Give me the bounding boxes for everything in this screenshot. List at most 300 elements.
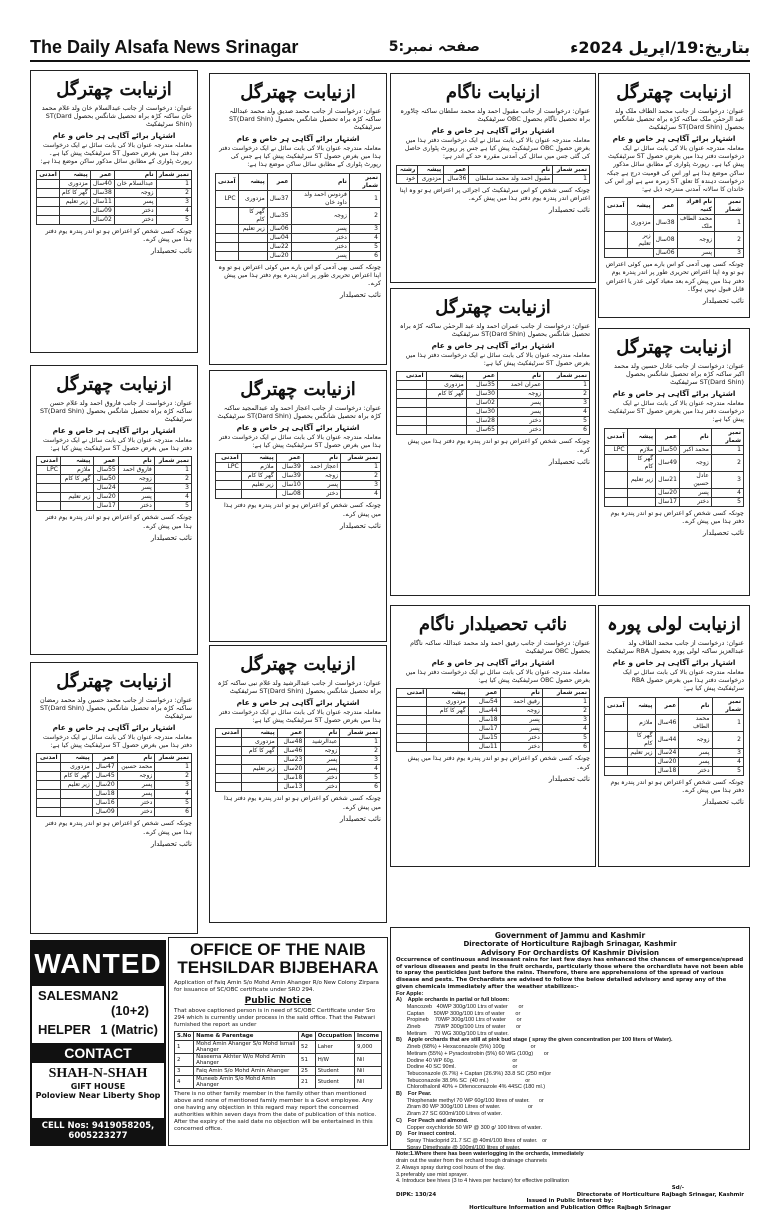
notice-footer: چونکہ کسی شخص کو اعتراض ہو تو اندر پندرہ یوم دفتر ہذا میں پیش کرے۔ [407, 438, 590, 454]
table-header: نام [117, 754, 155, 763]
table-cell: 65سال [466, 426, 497, 435]
advisory-line: Ziram 27 SC 600ml/100 Litres of water. [396, 1111, 503, 1118]
table-cell: زیر تعلیم [60, 781, 92, 790]
table-cell: دختر [497, 426, 543, 435]
table-header: پیشہ [60, 754, 92, 763]
table-cell: دختر [117, 799, 155, 808]
table-row [397, 399, 590, 408]
table-cell: 04سال [267, 233, 291, 242]
table-row [37, 808, 192, 817]
table-cell: زوجہ [305, 747, 340, 756]
advisory-line: C) For Peach and almond. [396, 1117, 469, 1124]
advisory-line: For Apple: [396, 990, 424, 997]
table-cell: 45سال [92, 772, 117, 781]
advisory-line: A) Apple orchards in partial or full bloom: [396, 997, 510, 1004]
table-cell: 30سال [466, 408, 497, 417]
notice-heading: اشتہار برائے آگاہی ہر خاص و عام [431, 341, 555, 350]
table-cell [605, 714, 628, 731]
table-cell [37, 781, 61, 790]
table-cell: زوجہ [118, 475, 154, 484]
notice-heading: اشتہار برائے آگاہی ہر خاص و عام [236, 423, 360, 432]
table-cell: 2 [340, 747, 381, 756]
table-cell: فردوس احمد ولد داود خان [291, 190, 349, 207]
table-header: پیشہ [238, 173, 267, 190]
horticulture-advisory [390, 927, 750, 1212]
table-cell: 08سال [276, 490, 303, 499]
advisory-line: B) For Pear. [396, 1091, 432, 1098]
table-row [37, 772, 192, 781]
table-cell: 20سال [93, 493, 118, 502]
table-cell: 17سال [93, 502, 118, 511]
table-row [37, 179, 192, 188]
table-row [37, 763, 192, 772]
table-cell: دختر [291, 242, 349, 251]
table-cell [238, 242, 267, 251]
notice-subject: عنوان: درخواست از جانب محمد الطاف ملک ولد عبد الرحمٰن ملک ساکنہ کڑہ براہ تحصیل شانگس بحصول ST(Dard Shin) سرٹیفکیٹ [613, 107, 744, 131]
notice-title: ازنیابت چھترگل [240, 379, 356, 400]
table-header: نام [500, 689, 542, 698]
table-row [605, 488, 744, 497]
table-cell: 1 [542, 698, 589, 707]
table-cell [605, 731, 628, 748]
table-cell: زوجہ [677, 232, 715, 249]
table-cell: 11سال [90, 197, 114, 206]
sd-mark: Sd/- [671, 1184, 684, 1191]
table-cell: گھر کا کام [60, 475, 93, 484]
table-header: آمدنی [37, 754, 61, 763]
table-cell: Faiq Amin S/o Mohd Amin Ahanger [194, 1067, 299, 1076]
table-cell: LPC [216, 190, 239, 207]
table-header: نام [679, 697, 712, 714]
newspaper-name: The Daily Alsafa News Srinagar [30, 36, 299, 57]
table-cell: پسر [305, 765, 340, 774]
table-cell: ملازم [627, 445, 655, 454]
helper-label: HELPER [38, 1022, 91, 1037]
table-cell: 17سال [468, 725, 500, 734]
table-cell: 1 [175, 1041, 194, 1054]
notice-subject: عنوان: درخواست از جانب عبدالسلام خان ولد غلام محمد خان ساکنہ کڑہ براہ تحصیل شانگس بحصول ST(Dard Shin) سرٹیفکیٹ [41, 104, 192, 128]
page-number: صفحہ نمبر:5 [388, 39, 480, 55]
table-cell: 1 [544, 381, 590, 390]
table-cell: 4 [341, 490, 381, 499]
advisory-line: D) For insect control. [396, 1131, 456, 1138]
notice-heading: اشتہار برائے آگاہی ہر خاص و عام [236, 698, 360, 707]
table-cell: 18سال [468, 716, 500, 725]
family-table [604, 197, 744, 258]
table-cell: H/W [315, 1054, 354, 1067]
table-cell: 06سال [653, 249, 677, 258]
notice-title: ازنیابت لولی پورہ [607, 614, 741, 635]
table-cell [60, 502, 93, 511]
table-header: Income [354, 1032, 381, 1041]
shop-name: SHAH-N-SHAH [48, 1066, 148, 1081]
table-cell: 1 [340, 738, 381, 747]
notice-footer: چونکہ کسی شخص کو اعتراض ہو تو اندر پندرہ یوم دفتر ہذا میں پیش کرے۔ [610, 778, 744, 794]
table-cell: 2 [155, 772, 192, 781]
table-cell: 6 [349, 251, 380, 260]
table-cell: 15سال [468, 734, 500, 743]
family-table [396, 371, 590, 435]
table-cell: 06سال [267, 224, 291, 233]
table-row [216, 765, 381, 774]
advisory-line: Captan 50WP 300g/100 Ltrs of water or [396, 1010, 521, 1017]
notice-footer: چونکہ کسی شخص کو اعتراض ہو تو اندر پندرہ یوم دفتر ہذا میں پیش کرے۔ [407, 755, 590, 771]
table-header: نمبر شمار [154, 457, 191, 466]
gift-house: GIFT HOUSE [70, 1082, 126, 1091]
table-header: عمر [653, 198, 677, 215]
table-cell: 2 [711, 454, 743, 471]
table-row [397, 174, 590, 183]
family-table [604, 428, 744, 507]
table-header: نمبر شمار [542, 689, 589, 698]
notice-signature: نائب تحصیلدار [702, 297, 744, 306]
notice-subject: عنوان: درخواست از جانب رفیق احمد ولد محمد عبداللہ ساکنہ ناگام بحصول OBC سرٹیفکیٹ [410, 639, 590, 655]
table-header: نام [469, 165, 553, 174]
table-row [605, 215, 744, 232]
table-header: آمدنی [37, 457, 61, 466]
advisory-line: 3.preferably use mist sprayer. [396, 1171, 469, 1178]
table-cell [427, 725, 468, 734]
table-header: آمدنی [216, 173, 239, 190]
table-cell: 37سال [267, 190, 291, 207]
advisory-line: Thiophenate methyl 70 WP 60g/100 litres of water. or [396, 1097, 544, 1104]
table-header: پیشہ [627, 428, 655, 445]
public-notice [598, 605, 750, 867]
table-cell [216, 774, 242, 783]
table-cell: زیر تعلیم [627, 471, 655, 488]
table-cell: ملازم [241, 463, 276, 472]
public-notice [30, 70, 198, 353]
table-cell: 4 [544, 408, 590, 417]
table-cell: 5 [156, 215, 191, 224]
table-cell: پسر [305, 756, 340, 765]
notice-heading: اشتہار برائے آگاہی ہر خاص و عام [52, 723, 176, 732]
notice-title: ازنیابت چھترگل [240, 654, 356, 675]
table-row [216, 242, 381, 251]
table-row [216, 747, 381, 756]
table-cell: پسر [497, 408, 543, 417]
public-notice-heading: Public Notice [244, 996, 312, 1006]
table-row [605, 748, 744, 757]
table-row [37, 484, 192, 493]
table-cell: 3 [340, 756, 381, 765]
notice-body: معاملہ مندرجہ عنوان بالا کی بابت سائل نے ایک درخواست دفتر ہذا میں بغرض حصول ST سرٹیفکیٹ پیش کیا ہے۔ رپورٹ پٹواری کے مطابق سائل مذکور ساکن موضع ہذا ہے اور اس کی قومیت درج ہے جبکہ درخواست دہندہ کا تعلق ST زمرہ سے ہے اور اس کی خاندان کا سالانہ آمدنی مندرجہ ذیل ہے: [604, 145, 744, 194]
advisory-line: Copper oxychloride 50 WP @ 300 g/ 100 litres of water. [396, 1124, 543, 1131]
notice-signature: نائب تحصیلدار [548, 774, 590, 783]
table-cell [605, 215, 628, 232]
table-cell: 5 [349, 242, 380, 251]
table-cell: دختر [305, 774, 340, 783]
table-cell: 4 [542, 725, 589, 734]
notice-signature: نائب تحصیلدار [150, 247, 192, 256]
family-table [36, 170, 192, 225]
advisory-lines [396, 991, 744, 1185]
table-cell: 55سال [93, 466, 118, 475]
table-row [605, 766, 744, 775]
table-cell: پسر [118, 484, 154, 493]
table-cell: پسر [117, 790, 155, 799]
table-cell: Naseema Akhter W/o Mohd Amin Ahanger [194, 1054, 299, 1067]
table-row [216, 224, 381, 233]
table-row [397, 381, 590, 390]
table-cell: 13سال [277, 783, 305, 792]
table-cell: زیر تعلیم [241, 481, 276, 490]
table-header: عمر [90, 170, 114, 179]
table-row [175, 1067, 382, 1076]
table-row [216, 207, 381, 224]
table-row [216, 233, 381, 242]
notice-title: ازنیابت ناگام [445, 82, 541, 103]
notice-footer: چونکہ کسی شخص کو اعتراض ہو تو اندر پندرہ یوم دفتر ہذا میں پیش کرے۔ [45, 514, 192, 530]
table-header: نمبر شمار [349, 173, 380, 190]
notice-heading: اشتہار برائے آگاہی ہر خاص و عام [236, 134, 360, 143]
table-cell: 3 [715, 249, 744, 258]
table-cell: 3 [154, 484, 191, 493]
table-cell [605, 488, 628, 497]
table-cell: 5 [155, 799, 192, 808]
helper-count: 1 (Matric) [100, 1022, 158, 1037]
salesman-count: 2 (10+2) [110, 988, 149, 1018]
table-cell: 4 [155, 790, 192, 799]
wanted-ad [30, 940, 166, 1146]
notice-signature: نائب تحصیلدار [702, 529, 744, 538]
notice-body: معاملہ مندرجہ عنوان بالا کی بابت سائل نے ایک درخواست دفتر ہذا میں بغرض حصول ST سرٹیفکیٹ پیش کیا ہے۔ رپورٹ پٹواری کے مطابق سائل مذکور ساکن موضع ہذا ہے: [40, 142, 192, 166]
table-cell: 4 [711, 488, 743, 497]
table-cell [627, 766, 655, 775]
table-cell: 2 [542, 707, 589, 716]
table-row [37, 502, 192, 511]
table-cell: 1 [711, 445, 743, 454]
table-cell: 23سال [277, 756, 305, 765]
table-cell: ملازم [627, 714, 655, 731]
table-cell [605, 471, 628, 488]
table-header: نام [497, 372, 543, 381]
table-cell: 3 [341, 481, 381, 490]
table-header: آمدنی [216, 454, 242, 463]
table-header: عمر [656, 428, 680, 445]
table-header: پیشہ [627, 198, 653, 215]
table-cell: LPC [37, 466, 61, 475]
table-cell: گھر کا کام [426, 390, 466, 399]
family-table [215, 173, 381, 261]
table-cell: 9,000 [354, 1041, 381, 1054]
table-cell: 2 [154, 475, 191, 484]
table-cell: 39سال [276, 472, 303, 481]
notice-title: ازنیابت چھترگل [616, 82, 732, 103]
notice-title: ازنیابت چھترگل [56, 374, 172, 395]
table-header: عمر [93, 457, 118, 466]
table-cell: پسر [291, 251, 349, 260]
advisory-line: Dodine 40 WP 60g. or [396, 1057, 518, 1064]
notice-signature: نائب تحصیلدار [150, 533, 192, 542]
notice-heading: اشتہار برائے آگاہی ہر خاص و عام [612, 134, 736, 143]
table-cell: زوجہ [114, 188, 156, 197]
table-row [397, 408, 590, 417]
table-cell: 50سال [656, 445, 680, 454]
table-cell: 49سال [656, 454, 680, 471]
table-row [37, 493, 192, 502]
table-cell [605, 232, 628, 249]
notice-signature: نائب تحصیلدار [339, 521, 381, 530]
advisory-line: Tebuconazole 38.9% SC (40 ml.) or [396, 1077, 531, 1084]
table-cell: LPC [216, 463, 242, 472]
table-cell [216, 207, 239, 224]
notice-footer: چونکہ کسی شخص کو اعتراض ہو تو اندر پندرہ یوم دفتر ہذا میں پیش کرے۔ [45, 820, 192, 836]
table-cell [216, 481, 242, 490]
table-cell: گھر کا کام [627, 731, 655, 748]
table-header: نام [303, 454, 340, 463]
public-notice [209, 73, 387, 365]
table-cell: 5 [544, 417, 590, 426]
advisory-title: Advisory For Orchardists Of Kashmir Division [480, 948, 660, 957]
table-row [37, 781, 192, 790]
table-cell [216, 747, 242, 756]
advisory-sign-row [396, 1192, 744, 1199]
table-cell [216, 490, 242, 499]
table-cell [397, 707, 427, 716]
table-header: عمر [655, 697, 679, 714]
table-header: عمر [276, 454, 303, 463]
table-cell: 46سال [655, 714, 679, 731]
table-cell [427, 734, 468, 743]
table-cell: 3 [175, 1067, 194, 1076]
table-cell [37, 206, 60, 215]
table-cell: پسر [118, 493, 154, 502]
table-cell: 5 [542, 734, 589, 743]
notice-subject: عنوان: درخواست از جانب فاروق احمد ولد غلام حسن ساکنہ کڑہ براہ تحصیل شانگس بحصول ST(Dard Shin) سرٹیفکیٹ [39, 399, 192, 423]
directorate-signature: Directorate of Horticulture Rajbagh Srinagar, Kashmir [576, 1191, 744, 1198]
table-cell [37, 772, 61, 781]
table-cell: 18سال [92, 790, 117, 799]
public-notice [30, 365, 198, 655]
table-cell: دختر [500, 734, 542, 743]
table-cell: پسر [114, 197, 156, 206]
table-row [216, 756, 381, 765]
family-table [36, 753, 192, 817]
table-cell [241, 490, 276, 499]
table-cell: 35سال [267, 207, 291, 224]
table-cell [59, 215, 90, 224]
table-row [397, 743, 590, 752]
table-cell [605, 249, 628, 258]
table-cell: زوجہ [679, 731, 712, 748]
table-cell: 1 [341, 463, 381, 472]
notice-footer: چونکہ کسی شخص کو اعتراض ہو تو اندر پندرہ یوم دفتر ہذا میں پیش کرے۔ [223, 795, 381, 811]
table-row [37, 799, 192, 808]
table-cell: 3 [542, 716, 589, 725]
table-cell: فاروق احمد [118, 466, 154, 475]
table-row [605, 471, 744, 488]
table-cell [627, 757, 655, 766]
table-row [216, 190, 381, 207]
notice-body: معاملہ مندرجہ عنوان بالا کی بابت سائل نے ایک درخواست دفتر ہذا میں بغرض حصول ST سرٹیفکیٹ پیش کیا ہے: [219, 434, 381, 450]
table-cell: 5 [712, 766, 744, 775]
notice-heading: اشتہار برائے آگاہی ہر خاص و عام [52, 131, 176, 140]
table-row [605, 445, 744, 454]
notice-subject: عنوان: درخواست از جانب اعجاز احمد ولد عبدالمجید ساکنہ کڑہ براہ تحصیل شانگس بحصول ST(Dard Shin) سرٹیفکیٹ [217, 404, 381, 420]
table-header: Name & Parentage [194, 1032, 299, 1041]
table-cell: زوجہ [303, 472, 340, 481]
advisory-line: 4. Introduce bee hives (3 to 4 hives per hectare) for effective pollination [396, 1178, 569, 1185]
table-cell: محمد حسین [117, 763, 155, 772]
table-header: پیشہ [60, 457, 93, 466]
family-table [604, 697, 744, 776]
issue-date: بتاریخ:19/اپریل 2024ء [570, 37, 750, 57]
table-cell: محمد اکبر [679, 445, 711, 454]
notice-body: معاملہ مندرجہ عنوان بالا کی بابت سائل نے ایک درخواست دفتر ہذا میں بغرض حصول RBA سرٹیفکیٹ پیش کیا ہے: [622, 669, 744, 693]
table-header: نام [679, 428, 711, 445]
table-cell: عبدالرشید [305, 738, 340, 747]
issued-by-label: Issued in Public Interest by: [526, 1198, 614, 1205]
table-cell [216, 756, 242, 765]
shop-location: Poloview Near Liberty Shop [35, 1091, 161, 1100]
table-cell: زیر تعلیم [60, 493, 93, 502]
table-cell: 2 [175, 1054, 194, 1067]
table-cell: 28سال [466, 417, 497, 426]
table-cell: 1 [156, 179, 191, 188]
table-header: Age [299, 1032, 316, 1041]
table-cell: خود [397, 174, 418, 183]
table-cell [238, 233, 267, 242]
table-cell [397, 698, 427, 707]
table-cell: 18سال [277, 774, 305, 783]
table-cell [37, 475, 61, 484]
table-cell: 5 [154, 502, 191, 511]
wanted-title: WANTED [32, 942, 164, 986]
table-cell [216, 783, 242, 792]
table-cell: 5 [711, 497, 743, 506]
table-row [37, 197, 192, 206]
table-cell: 6 [155, 808, 192, 817]
table-cell: 20سال [655, 757, 679, 766]
table-cell: مزدوری [627, 215, 653, 232]
table-cell [60, 799, 92, 808]
public-notice-footer: There is no other family member in the family other than mentioned above and none of mentioned family member is a Govt employee. Any one having any objection in this regard may report the concerned authorities within seven days from the date of publication of this notice. After the expiry of the said date no objection will be entertained in this concerned office. [174, 1091, 377, 1132]
salesman-label: SALESMAN [38, 988, 111, 1003]
notice-signature: نائب تحصیلدار [150, 839, 192, 848]
table-header: عمر [277, 729, 305, 738]
table-cell [216, 765, 242, 774]
notice-body: معاملہ مندرجہ عنوان بالا کی بابت سائل نے ایک درخواست دفتر ہذا میں بغرض حصول ST سرٹیفکیٹ پیش کیا ہے: [608, 400, 744, 424]
advisory-line: drain out the water from the orchard trough drainage channels [396, 1158, 548, 1165]
table-cell: محمد الطاف ملک [677, 215, 715, 232]
table-cell: 20سال [267, 251, 291, 260]
table-cell [59, 206, 90, 215]
tehsildar-title: OFFICE OF THE NAIB TEHSILDAR BIJBEHARA [177, 940, 379, 977]
table-cell [605, 497, 628, 506]
table-cell: 1 [154, 466, 191, 475]
table-cell [216, 251, 239, 260]
notice-footer: چونکہ کسی شخص کو اعتراض ہو تو اندر پندرہ یوم دفتر ہذا میں پیش کرے۔ [223, 502, 381, 518]
table-row [605, 249, 744, 258]
advisory-line: 2. Always spray during cool hours of the day. [396, 1164, 505, 1171]
table-cell [397, 399, 427, 408]
notice-body: معاملہ مندرجہ عنوان بالا کی بابت سائل نے ایک درخواست دفتر ہذا میں بغرض حصول ST سرٹیفکیٹ پیش کیا ہے: [43, 437, 192, 453]
table-cell: 02سال [466, 399, 497, 408]
table-header: عمر [466, 372, 497, 381]
table-row [605, 232, 744, 249]
table-header: نمبر شمار [553, 165, 590, 174]
table-cell: مزدوری [59, 179, 90, 188]
family-table [215, 453, 381, 499]
table-header: آمدنی [605, 428, 628, 445]
table-cell [37, 808, 61, 817]
notice-title: ازنیابت چھترگل [56, 671, 172, 692]
table-header: عمر [444, 165, 469, 174]
notice-subject: عنوان: درخواست از جانب محمد حسین ولد محمد رمضان ساکنہ کڑہ براہ تحصیل شانگس بحصول ST(Dard Shin) سرٹیفکیٹ [39, 696, 192, 720]
table-row [216, 490, 381, 499]
table-cell: 2 [349, 207, 380, 224]
